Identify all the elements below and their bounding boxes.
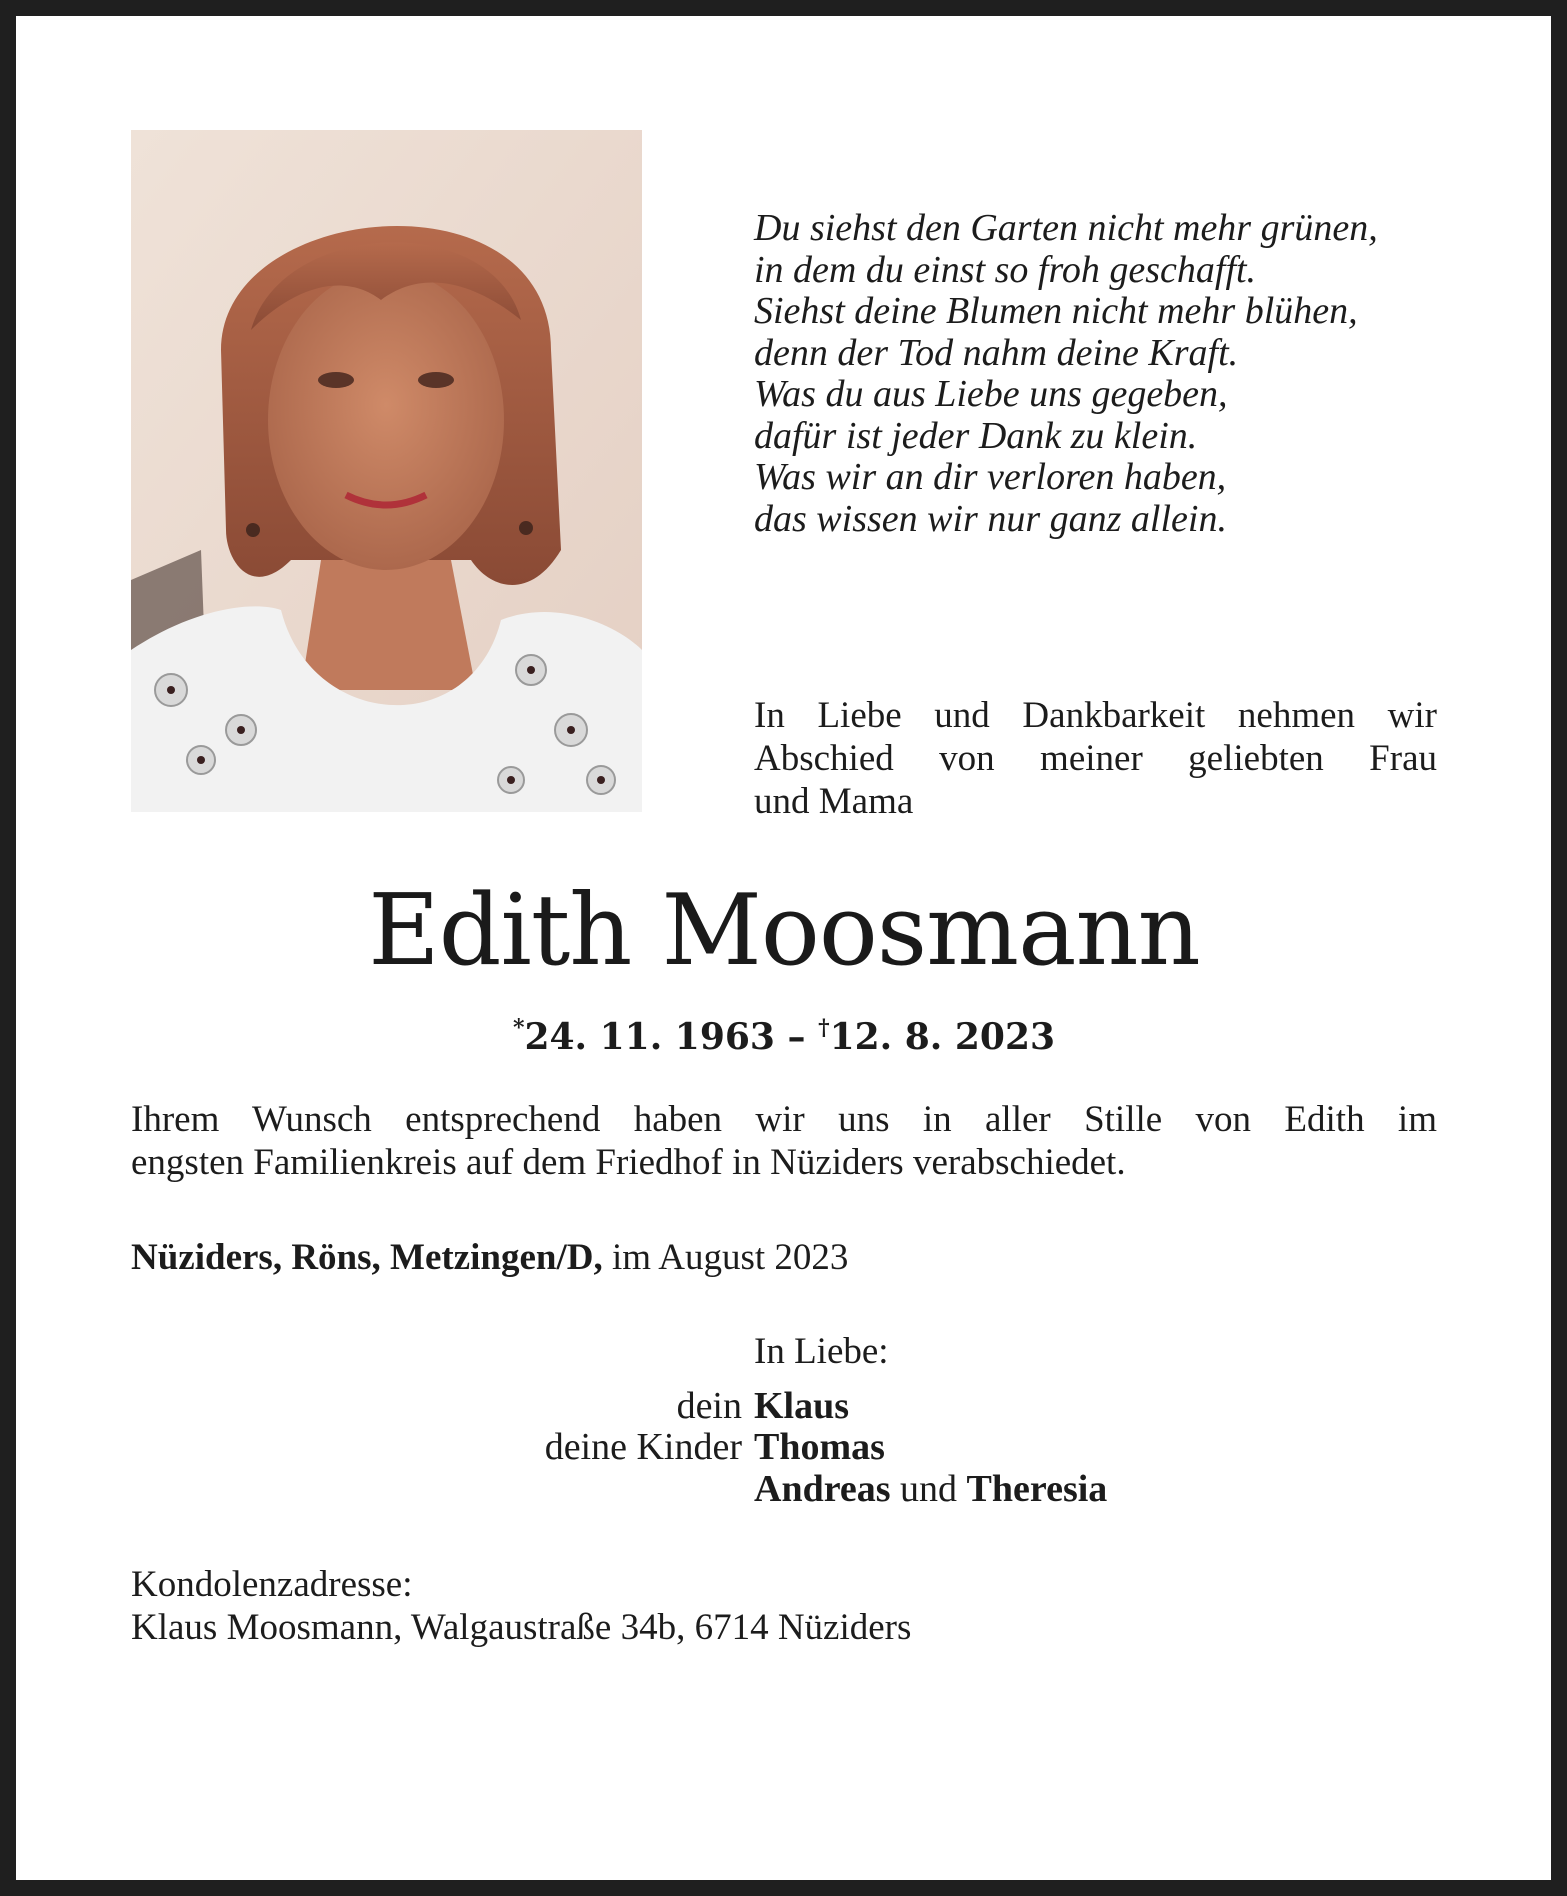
poem-line: in dem du einst so froh geschafft. (754, 248, 1257, 291)
paragraph-line: Ihrem Wunsch entsprechend haben wir uns in aller Stille von Edith im (131, 1099, 1437, 1140)
relation-label: deine Kinder (544, 1426, 742, 1468)
family-name: Theresia (966, 1468, 1108, 1510)
poem (754, 208, 1454, 540)
intro-text (754, 694, 1437, 823)
life-dates (131, 1004, 1437, 1061)
place-locations: Nüziders, Röns, Metzingen/D, (131, 1237, 603, 1278)
poem-line: Du siehst den Garten nicht mehr grünen, (754, 207, 1378, 249)
poem-line: Siehst deine Blumen nicht mehr blühen, (754, 290, 1358, 332)
place-month: im August 2023 (602, 1237, 849, 1278)
poem-line: Was wir an dir verloren haben, (754, 456, 1227, 498)
deceased-name: Edith Moosmann (368, 874, 1200, 988)
intro-line: und Mama (754, 781, 914, 822)
place-date (131, 1235, 1437, 1280)
portrait-photo (131, 130, 642, 812)
relation-label: dein (676, 1385, 742, 1427)
family-name: Andreas (754, 1468, 891, 1510)
death-date: 12. 8. 2023 (829, 1016, 1056, 1058)
condolence-address (131, 1563, 911, 1649)
death-symbol: † (818, 1015, 830, 1041)
farewell-paragraph (131, 1098, 1437, 1184)
poem-line: denn der Tod nahm deine Kraft. (754, 331, 1239, 374)
poem-line: dafür ist jeder Dank zu klein. (754, 414, 1198, 457)
date-separator: – (774, 1016, 819, 1058)
family-names-row (754, 1467, 1107, 1511)
birth-date: 24. 11. 1963 (524, 1016, 775, 1058)
birth-symbol: * (512, 1015, 525, 1041)
condolence-text: Klaus Moosmann, Walgaustraße 34b, 6714 Nüziders (131, 1607, 912, 1648)
intro-line: In Liebe und Dankbarkeit nehmen wir (754, 695, 1437, 736)
poem-line: Was du aus Liebe uns gegeben, (754, 373, 1228, 415)
name-connector: und (890, 1468, 967, 1510)
signature-intro: In Liebe: (754, 1331, 889, 1372)
poem-line: das wissen wir nur ganz allein. (754, 497, 1227, 540)
paragraph-line: engsten Familienkreis auf dem Friedhof in Nüziders verabschiedet. (131, 1142, 1126, 1183)
condolence-label: Kondolenzadresse: (131, 1564, 413, 1605)
family-name: Klaus (754, 1385, 850, 1427)
intro-line: Abschied von meiner geliebten Frau (754, 738, 1437, 779)
family-name: Thomas (754, 1426, 885, 1468)
